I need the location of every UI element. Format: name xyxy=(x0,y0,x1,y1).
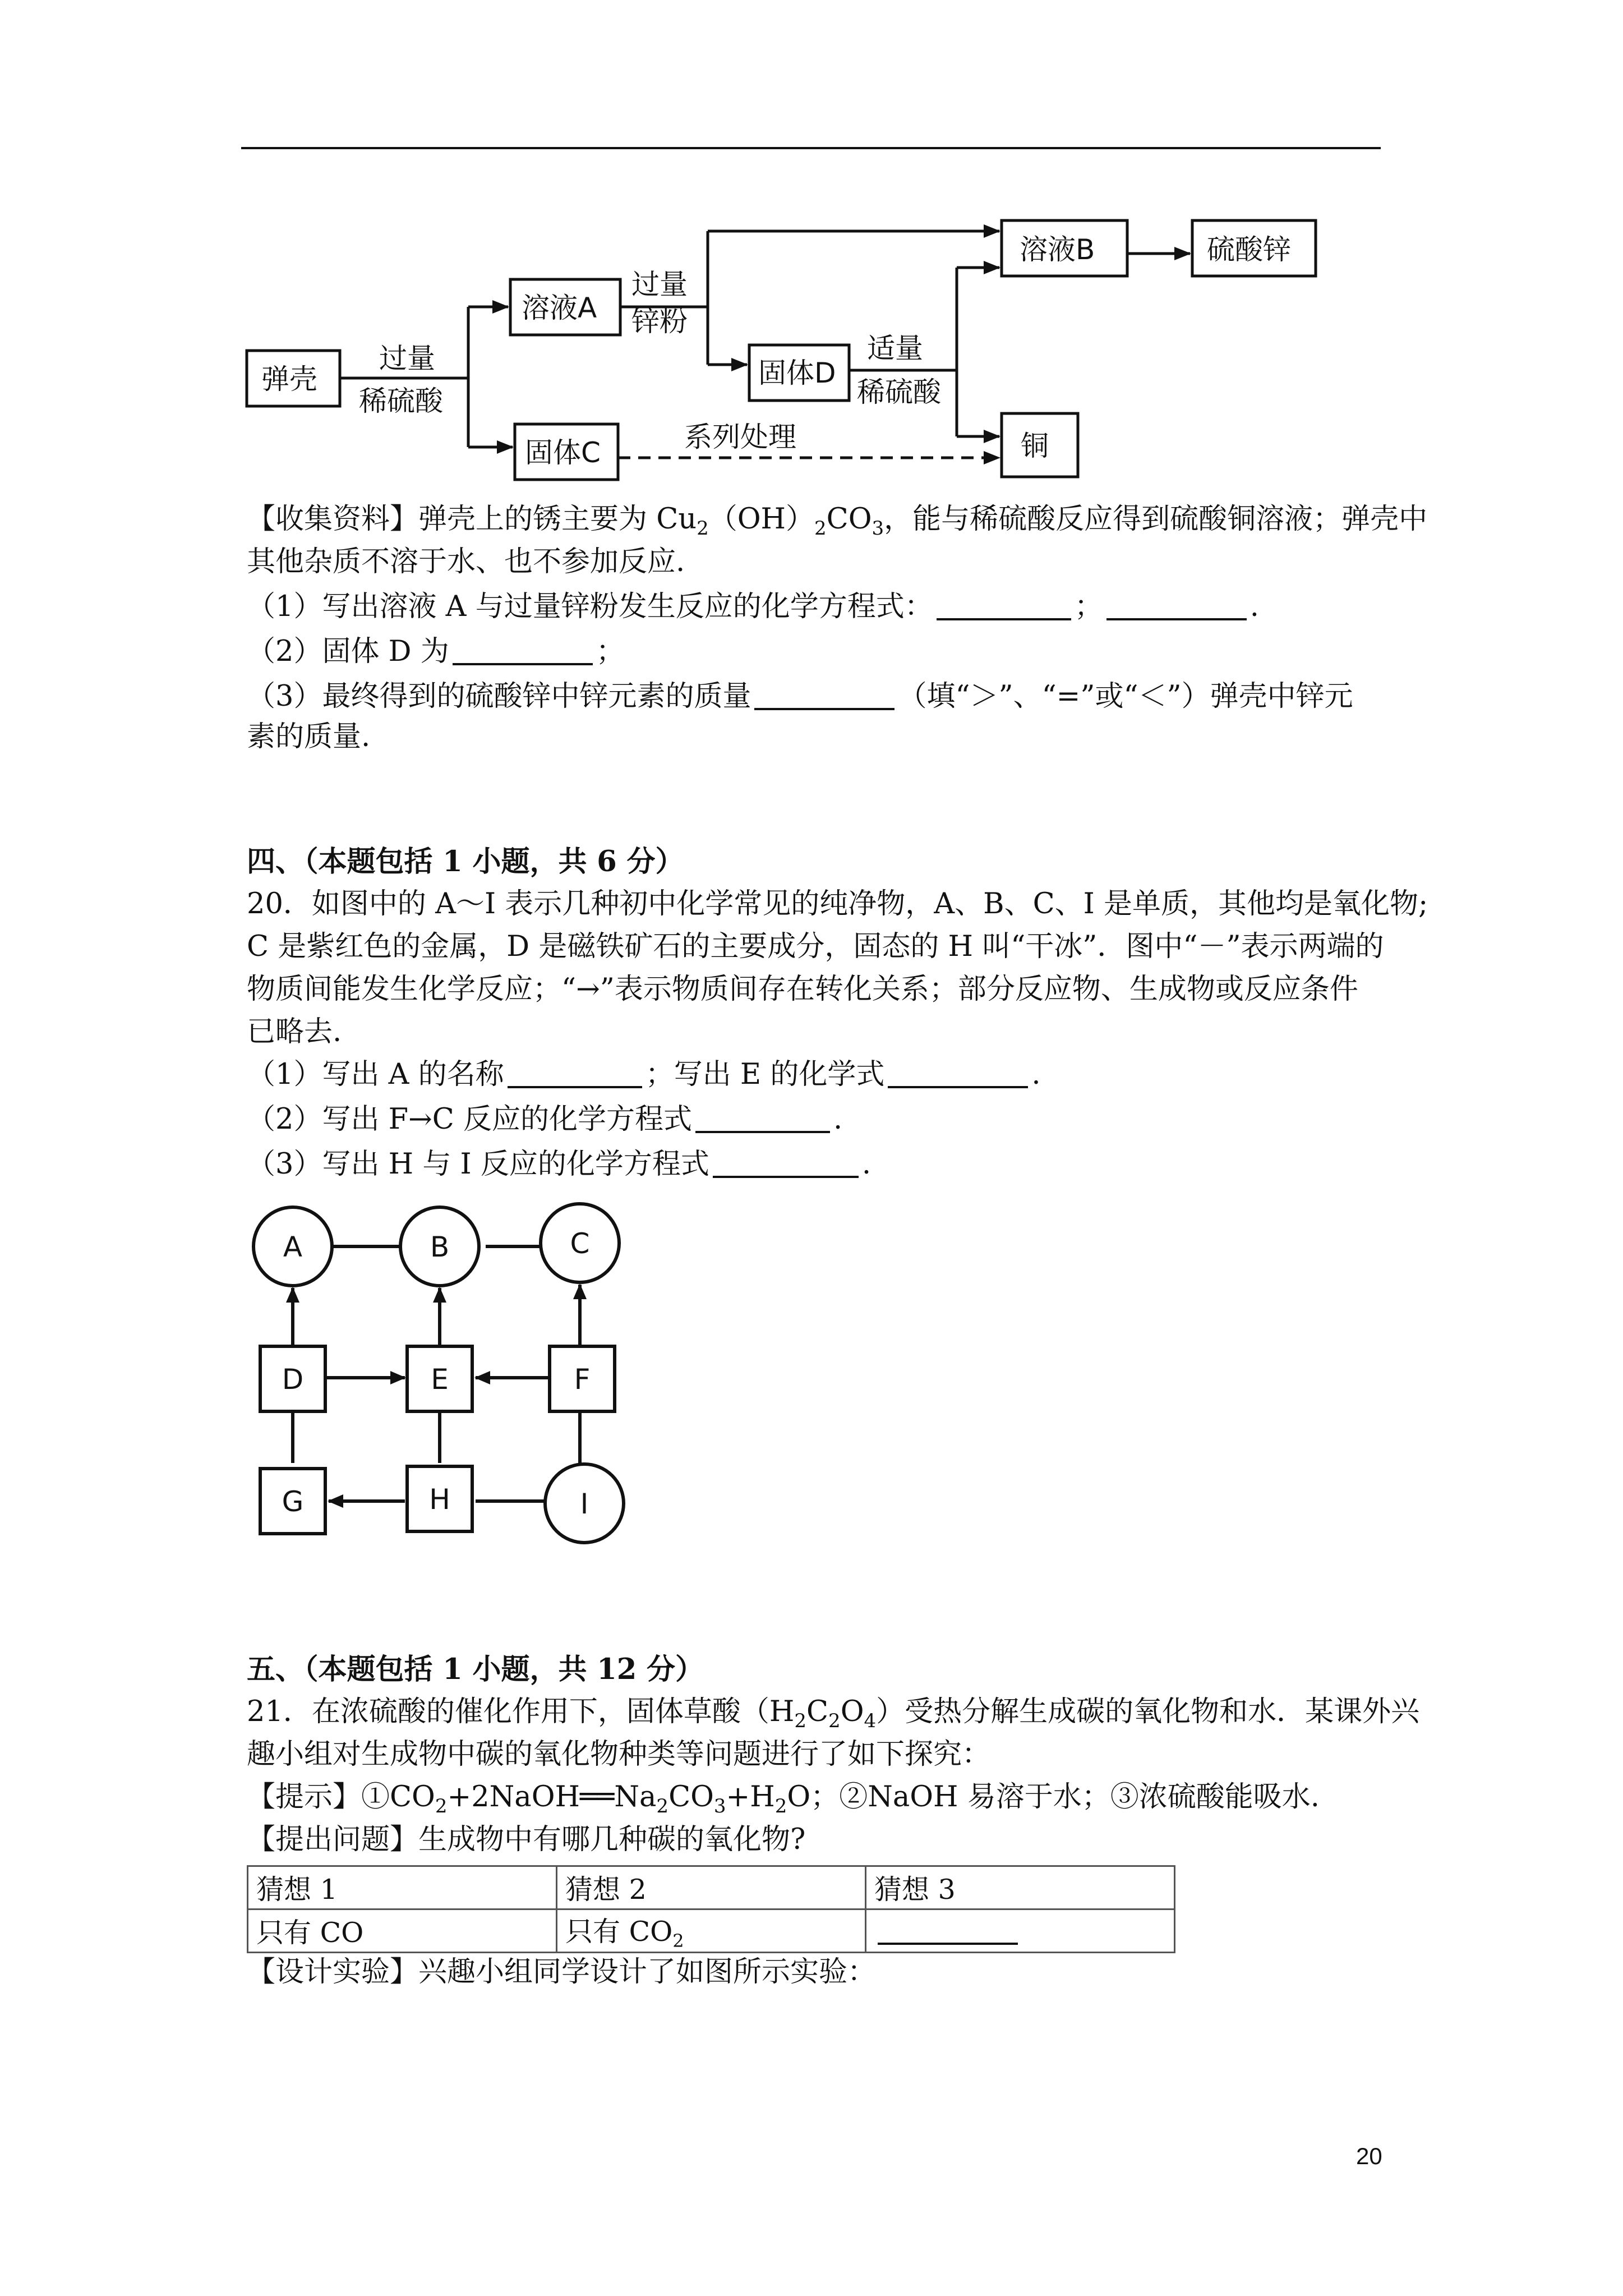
label-dilute-acid-2: 稀硫酸 xyxy=(857,376,941,408)
hypothesis-table xyxy=(247,1865,1175,1953)
q21-hint xyxy=(247,1777,1320,1826)
hint-text: CO xyxy=(668,1780,714,1814)
node-C-label: C xyxy=(570,1227,590,1260)
q20-q1-text: （1）写出 A 的名称 xyxy=(247,1058,504,1091)
node-I-label: I xyxy=(580,1488,589,1520)
q19-info-text: 【收集资料】弹壳上的锈主要为 Cu xyxy=(247,503,697,536)
label-proper: 适量 xyxy=(867,332,923,365)
q20-line-1: 20．如图中的 A～I 表示几种初中化学常见的纯净物，A、B、C、I 是单质，其他均是氧化物; xyxy=(247,887,1428,921)
q20-q1-end: . xyxy=(1031,1058,1041,1091)
table-header-cell: 猜想 1 xyxy=(248,1866,557,1910)
node-shell-label: 弹壳 xyxy=(261,363,317,395)
label-excess: 过量 xyxy=(379,342,435,375)
answer-blank[interactable] xyxy=(878,1916,1018,1945)
q21-text: O xyxy=(840,1695,864,1728)
node-copper-label: 铜 xyxy=(1021,430,1049,462)
table-header-cell: 猜想 2 xyxy=(557,1866,866,1910)
node-zinc-sulfate-label: 硫酸锌 xyxy=(1207,233,1291,266)
q20-q2-end: . xyxy=(833,1103,843,1136)
q19-info-line-2: 其他杂质不溶于水、也不参加反应. xyxy=(247,545,685,578)
q20-q3-text: （3）写出 H 与 I 反应的化学方程式 xyxy=(247,1148,709,1181)
q19-info-text: CO xyxy=(826,503,872,536)
hint-text: +2NaOH══Na xyxy=(447,1780,657,1814)
node-G-label: G xyxy=(282,1485,304,1518)
q19-q2-end: ； xyxy=(596,635,625,668)
subscript: 2 xyxy=(697,517,709,540)
label-zinc-powder: 锌粉 xyxy=(631,305,688,338)
q21-design: 【设计实验】兴趣小组同学设计了如图所示实验： xyxy=(247,1955,877,1989)
node-sol-a-label: 溶液A xyxy=(522,292,597,324)
node-solid-d-label: 固体D xyxy=(758,357,836,389)
q20-line-2: C 是紫红色的金属，D 是磁铁矿石的主要成分，固态的 H 叫“干冰”．图中“－”表示两端的 xyxy=(247,930,1384,963)
q19-info-text: ，能与稀硫酸反应得到硫酸铜溶液；弹壳中 xyxy=(884,503,1428,536)
label-excess-2: 过量 xyxy=(631,268,688,301)
page-number: 20 xyxy=(1356,2143,1382,2169)
q19-q1-text: （1）写出溶液 A 与过量锌粉发生反应的化学方程式： xyxy=(247,590,933,623)
q20-q1-text: ；写出 E 的化学式 xyxy=(645,1058,885,1091)
table-cell xyxy=(557,1910,866,1953)
subscript: 2 xyxy=(814,517,827,540)
subscript: 2 xyxy=(794,1710,807,1733)
node-E-label: E xyxy=(431,1363,449,1396)
q19-q1-end: . xyxy=(1249,590,1259,623)
subscript: 2 xyxy=(774,1795,787,1818)
section-4-heading: 四、（本题包括 1 小题，共 6 分） xyxy=(247,845,684,878)
subscript: 2 xyxy=(672,1930,684,1952)
label-dilute-acid: 稀硫酸 xyxy=(359,385,443,417)
q19-q1-sep: ； xyxy=(1074,590,1103,623)
subscript: 4 xyxy=(864,1710,877,1733)
node-F-label: F xyxy=(574,1363,591,1396)
q21-line-1 xyxy=(247,1692,1419,1741)
hint-text: 【提示】①CO xyxy=(247,1780,435,1814)
q19-q3-text: （3）最终得到的硫酸锌中锌元素的质量 xyxy=(247,680,751,713)
hint-text: O；②NaOH 易溶于水；③浓硫酸能吸水. xyxy=(787,1780,1320,1814)
q19-q3-text: （填“＞”、“=”或“＜”）弹壳中锌元 xyxy=(898,680,1353,713)
q19-question-3-cont: 素的质量. xyxy=(247,720,371,753)
subscript: 2 xyxy=(656,1795,669,1818)
q20-line-3: 物质间能发生化学反应；“→”表示物质间存在转化关系；部分反应物、生成物或反应条件 xyxy=(247,973,1358,1006)
q21-text: 21．在浓硫酸的催化作用下，固体草酸（H xyxy=(247,1695,795,1728)
node-solid-c-label: 固体C xyxy=(525,436,601,469)
q19-info-text: （OH） xyxy=(708,503,815,536)
node-B-label: B xyxy=(430,1231,450,1263)
node-sol-b-label: 溶液B xyxy=(1020,233,1095,266)
q20-q2-text: （2）写出 F→C 反应的化学方程式 xyxy=(247,1103,693,1136)
q21-text: ）受热分解生成碳的氧化物和水．某课外兴 xyxy=(876,1695,1420,1728)
cell-text: 只有 CO xyxy=(565,1916,673,1948)
subscript: 2 xyxy=(435,1795,448,1818)
q19-q2-text: （2）固体 D 为 xyxy=(247,635,449,668)
table-cell: 只有 CO xyxy=(248,1910,557,1953)
table-row xyxy=(248,1866,1175,1910)
node-A-label: A xyxy=(283,1231,303,1263)
q20-q3-end: . xyxy=(861,1148,872,1181)
node-D-label: D xyxy=(282,1363,304,1396)
subscript: 3 xyxy=(872,517,884,540)
q21-question: 【提出问题】生成物中有哪几种碳的氧化物? xyxy=(247,1823,806,1856)
table-row xyxy=(248,1910,1175,1953)
q20-line-4: 已略去. xyxy=(247,1015,342,1048)
subscript: 3 xyxy=(713,1795,726,1818)
table-header-cell: 猜想 3 xyxy=(866,1866,1175,1910)
label-series: 系列处理 xyxy=(684,421,796,453)
section-5-heading: 五、（本题包括 1 小题，共 12 分） xyxy=(247,1653,704,1686)
node-H-label: H xyxy=(429,1483,450,1516)
table-cell-blank[interactable] xyxy=(866,1910,1175,1953)
q21-line-2: 趣小组对生成物中碳的氧化物种类等问题进行了如下探究： xyxy=(247,1738,991,1771)
hint-text: +H xyxy=(726,1780,775,1814)
q21-text: C xyxy=(806,1695,829,1728)
subscript: 2 xyxy=(828,1710,841,1733)
